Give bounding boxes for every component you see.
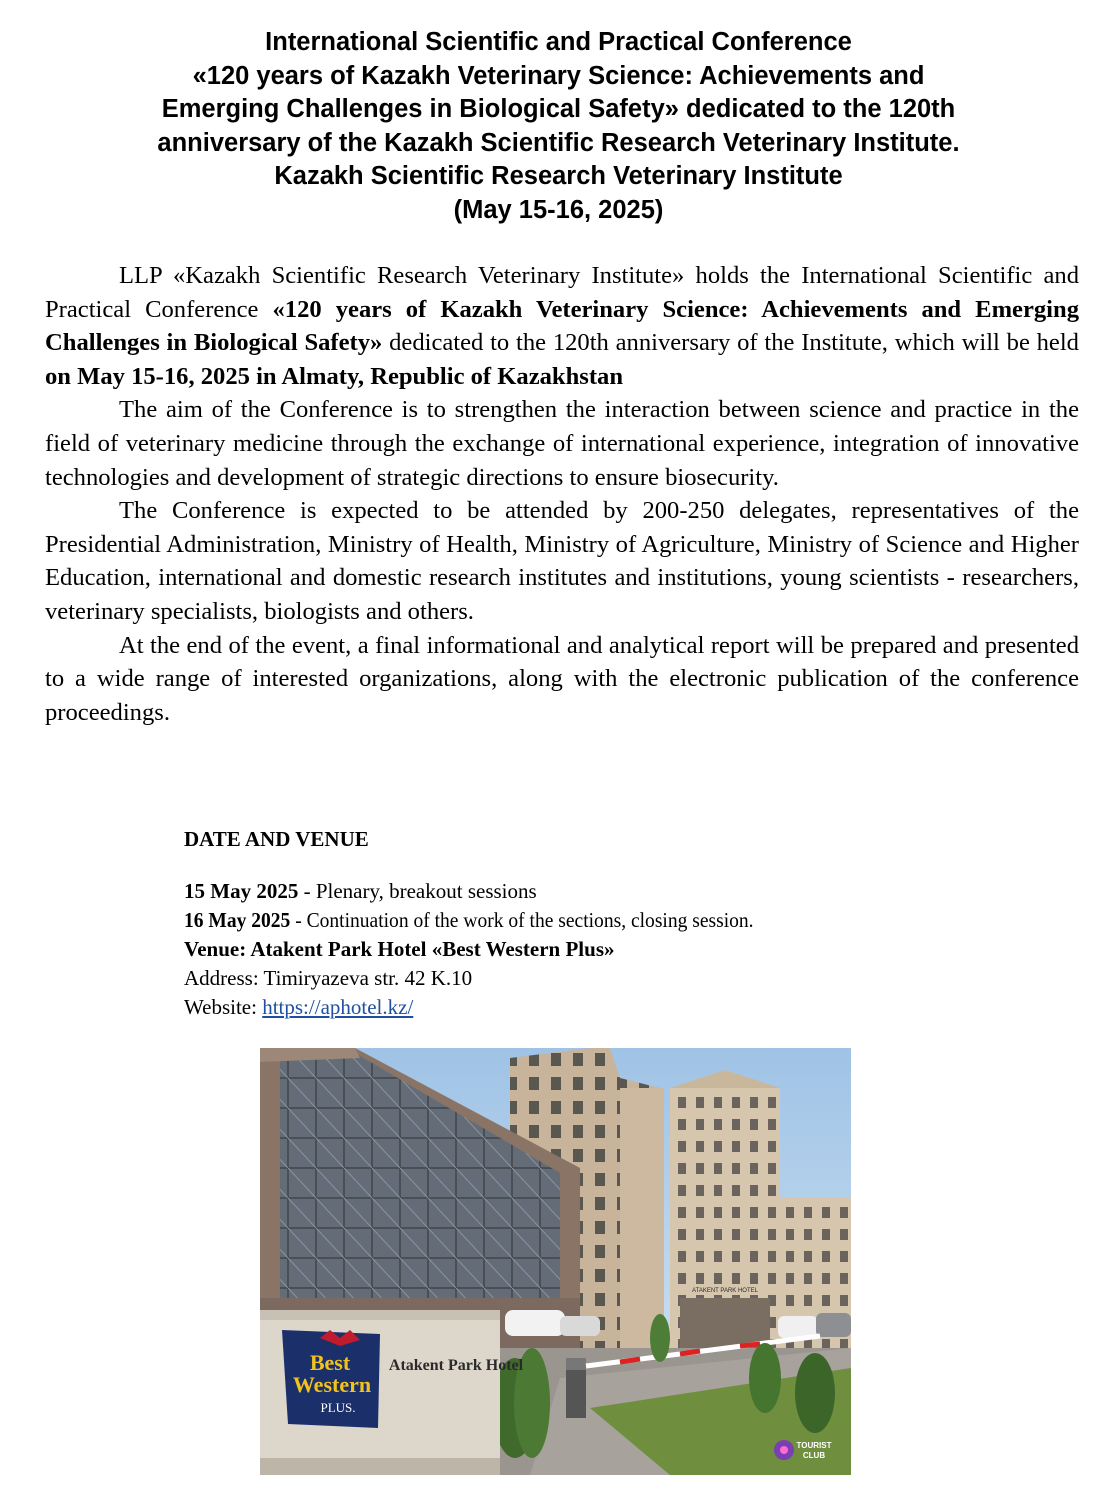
hotel-photo [260,1048,851,1475]
schedule-day-2: 16 May 2025 - Continuation of the work of the sections, closing session. [184,908,754,932]
section-heading: DATE AND VENUE [184,827,369,851]
date-and-venue-section [184,825,944,1022]
watermark-text: CLUB [802,1451,826,1460]
logo-text: Western [292,1372,372,1397]
title-line: anniversary of the Kazakh Scientific Research Veterinary Institute. [157,128,960,157]
conference-description [45,259,1079,729]
report-paragraph: At the end of the event, a final informational and analytical report will be prepared and presented to a wide range of interested organizations, along with the electronic publication of the conference proceedings. [45,631,1079,726]
intro-paragraph: LLP «Kazakh Scientific Research Veterinary Institute» holds the International Scientific and Practical Conference «120 years of Kazakh Veterinary Science: Achievements and Emerging Challenges in Biological Safety» dedicated to the 120th anniversary of the Institute, which will be held on May 15-16, 2025 in Almaty, Republic of Kazakhstan [45,262,1079,390]
logo-text: PLUS. [320,1400,356,1415]
conference-title [40,26,1077,227]
venue-address: Address: Timiryazeva str. 42 K.10 [184,966,473,990]
title-line: International Scientific and Practical Conference [265,28,852,56]
attendance-paragraph: The Conference is expected to be attended by 200-250 delegates, representatives of the Presidential Administration, Ministry of Health, Ministry of Agriculture, Ministry of Science and Higher Education, international and domestic research institutes and institutions, young scientists - researchers, veterinary specialists, biologists and others. [45,497,1079,625]
watermark-text: TOURIST [796,1441,832,1450]
sign-hotel-name: Atakent Park Hotel [388,1357,524,1374]
aim-paragraph: The aim of the Conference is to strengthen the interaction between science and practice in the field of veterinary medicine through the exchange of international experience, integration of innovative technologies and development of strategic directions to ensure biosecurity. [45,396,1079,491]
hotel-sign [260,1310,524,1475]
venue-name: Venue: Atakent Park Hotel «Best Western Plus» [184,937,615,961]
logo-text: Best [309,1350,351,1375]
website-link[interactable]: https://aphotel.kz/ [262,995,414,1019]
title-line: Emerging Challenges in Biological Safety» dedicated to the 120th [161,95,956,123]
facade-sign: ATAKENT PARK HOTEL [692,1288,758,1294]
schedule-day-1: 15 May 2025 - Plenary, breakout sessions [184,879,537,903]
venue-website: Website: https://aphotel.kz/ [184,995,414,1019]
title-line: Kazakh Scientific Research Veterinary Institute [274,162,843,190]
title-line: «120 years of Kazakh Veterinary Science: Achievements and [192,61,925,90]
title-dates: (May 15-16, 2025) [453,195,664,224]
